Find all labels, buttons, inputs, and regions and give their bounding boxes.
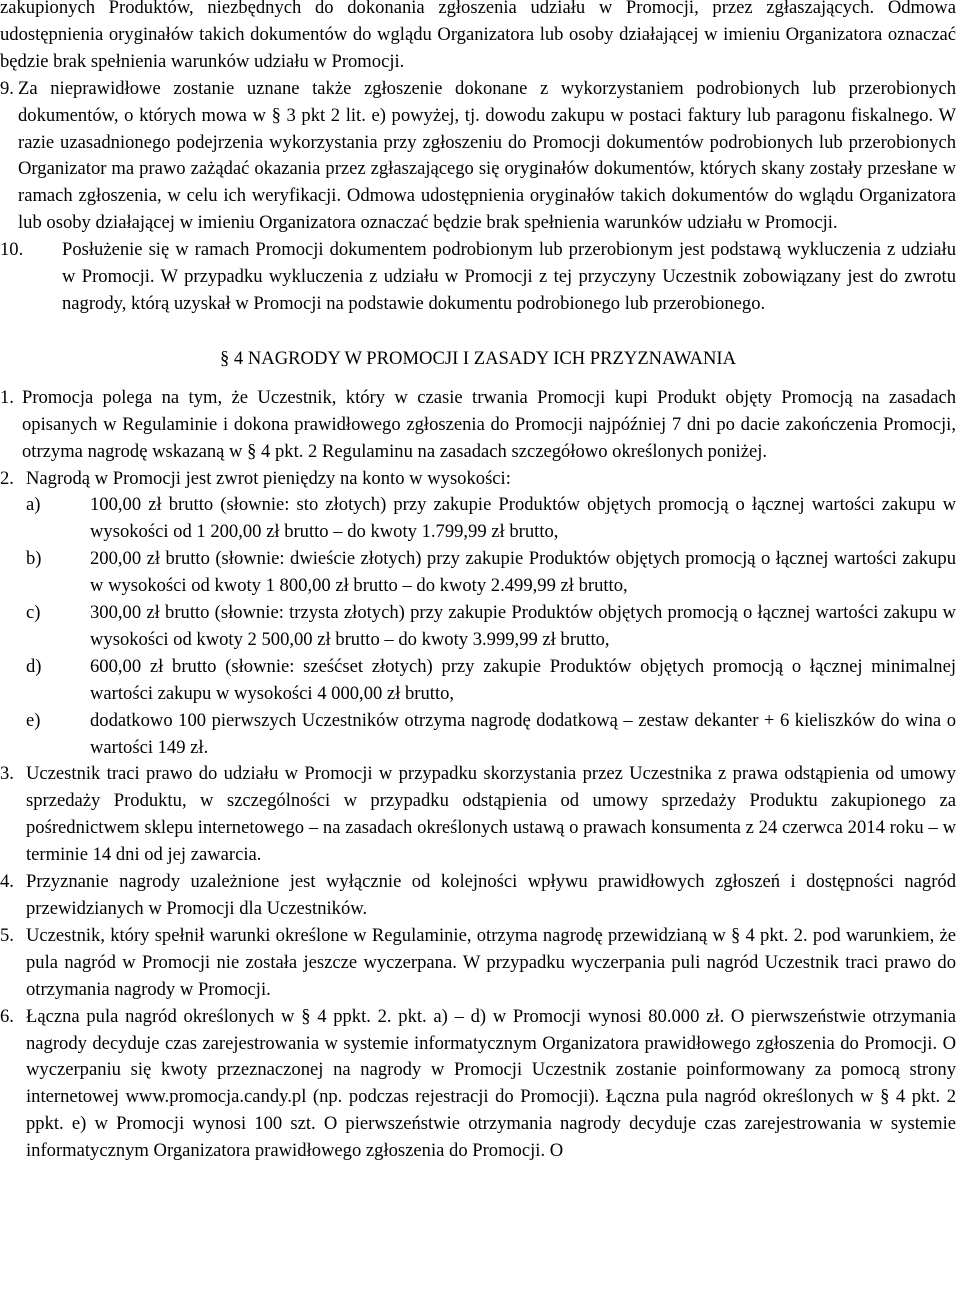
list-item <box>26 708 956 762</box>
list-item-text: 100,00 zł brutto (słownie: sto złotych) przy zakupie Produktów objętych promocją o łącznej wartości zakupu w wysokości od 1 200,00 zł brutto – do kwoty 1.799,99 zł brutto, <box>90 494 956 543</box>
list-item-text: dodatkowo 100 pierwszych Uczestników otrzyma nagrodę dodatkową – zestaw dekanter + 6 kieliszków do wina o wartości 149 zł. <box>90 709 956 758</box>
list-item-text: 200,00 zł brutto (słownie: dwieście złotych) przy zakupie Produktów objętych promocją o łącznej wartości zakupu w wysokości od kwoty 1 800,00 zł brutto – do kwoty 2.499,99 zł brutto, <box>90 548 956 597</box>
list-item-letter: d) <box>26 655 42 677</box>
list-item-letter: b) <box>26 548 42 570</box>
section-point-6 <box>0 1004 956 1165</box>
list-item <box>26 546 956 600</box>
point-number: 5. <box>0 924 14 946</box>
point-10 <box>0 237 956 318</box>
list-item <box>26 654 956 708</box>
paragraph-continuation: zakupionych Produktów, niezbędnych do dokonania zgłoszenia udziału w Promocji, przez zgłaszających. Odmowa udostępnienia oryginałów takich dokumentów do wglądu Organizatora lub osoby działającej w imieniu Organizatora oznaczać będzie brak spełnienia warunków udziału w Promocji. <box>0 0 956 72</box>
list-item-letter: a) <box>26 494 41 516</box>
point-number: 3. <box>0 763 14 785</box>
point-number: 1. <box>0 386 14 408</box>
list-item <box>26 600 956 654</box>
section-point-2 <box>0 466 956 493</box>
list-item-text: 600,00 zł brutto (słownie: sześćset złotych) przy zakupie Produktów objętych promocją o łącznej minimalnej wartości zakupu w wysokości 4 000,00 zł brutto, <box>90 655 956 704</box>
section-heading: § 4 NAGRODY W PROMOCJI I ZASADY ICH PRZYZNAWANIA <box>219 347 737 369</box>
point-number: 10. <box>0 239 24 261</box>
list-item-text: 300,00 zł brutto (słownie: trzysta złotych) przy zakupie Produktów objętych promocją o łącznej wartości zakupu w wysokości od kwoty 2 500,00 zł brutto – do kwoty 3.999,99 zł brutto, <box>90 602 956 650</box>
section-point-4 <box>0 869 956 923</box>
section-point-3 <box>0 761 956 869</box>
point-9 <box>0 76 956 237</box>
prize-list <box>0 492 956 761</box>
section-point-5 <box>0 923 956 1004</box>
point-text: Posłużenie się w ramach Promocji dokumentem podrobionym lub przerobionym jest podstawą wykluczenia z udziału w Promocji. W przypadku wykluczenia z udziału w Promocji z tej przyczyny Uczestnik zobowiązany jest do zwrotu nagrody, którą uzyskał w Promocji na podstawie dokumentu podrobionego lub przerobionego. <box>62 239 956 314</box>
point-number: 4. <box>0 871 14 893</box>
section-point-1 <box>0 385 956 466</box>
point-number: 6. <box>0 1005 14 1027</box>
point-text: Nagrodą w Promocji jest zwrot pieniędzy na konto w wysokości: <box>26 467 511 489</box>
point-text: Uczestnik traci prawo do udziału w Promocji w przypadku skorzystania przez Uczestnika z prawa odstąpienia od umowy sprzedaży Produktu, w szczególności w przypadku odstąpienia od umowy sprzedaży Produktu zakupionego za pośrednictwem sklepu internetowego – na zasadach określonych ustawą o prawach konsumenta z 24 czerwca 2014 roku – w terminie 14 dni od jej zawarcia. <box>26 763 956 866</box>
point-text: Przyznanie nagrody uzależnione jest wyłącznie od kolejności wpływu prawidłowych zgłoszeń i dostępności nagród przewidzianych w Promocji dla Uczestników. <box>26 871 956 919</box>
point-text: Uczestnik, który spełnił warunki określone w Regulaminie, otrzyma nagrodę przewidzianą w § 4 pkt. 2. pod warunkiem, że pula nagród w Promocji nie została jeszcze wyczerpana. W przypadku wyczerpania puli nagród Uczestnik traci prawo do otrzymania nagrody w Promocji. <box>26 924 956 1000</box>
point-text: Promocja polega na tym, że Uczestnik, który w czasie trwania Promocji kupi Produkt objęty Promocją na zasadach opisanych w Regulaminie i dokona prawidłowego zgłoszenia do Promocji najpóźniej 7 dni po dacie zakończenia Promocji, otrzyma nagrodę wskazaną w § 4 pkt. 2 Regulaminu na zasadach szczegółowo określonych poniżej. <box>22 386 956 462</box>
point-text: Łączna pula nagród określonych w § 4 ppkt. 2. pkt. a) – d) w Promocji wynosi 80.000 zł. O pierwszeństwie otrzymania nagrody decyduje czas zarejestrowania w systemie informatycznym Organizatora prawidłowego zgłoszenia do Promocji. O wyczerpaniu się kwoty przeznaczonej na nagrody w Promocji Uczestnik zostanie poinformowany za pomocą strony internetowej www.promocja.candy.pl (np. podczas rejestracji do Promocji). Łączna pula nagród określonych w § 4 pkt. 2 ppkt. e) w Promocji wynosi 100 szt. O pierwszeństwie otrzymania nagrody decyduje czas zarejestrowania w systemie informatycznym Organizatora prawidłowego zgłoszenia do Promocji. O <box>26 1005 956 1162</box>
point-text: Za nieprawidłowe zostanie uznane także zgłoszenie dokonane z wykorzystaniem podrobionych lub przerobionych dokumentów, o których mowa w § 3 pkt 2 lit. e) powyżej, tj. dowodu zakupu w postaci faktury lub paragonu fiskalnego. W razie uzasadnionego podejrzenia wykorzystania przy zgłoszeniu do Promocji dokumentów podrobionych lub przerobionych Organizator ma prawo zażądać okazania przez zgłaszającego się oryginałów dokumentów, których skany zostały przesłane w ramach zgłoszenia, w celu ich weryfikacji. Odmowa udostępnienia oryginałów takich dokumentów do wglądu Organizatora lub osoby działającej w imieniu Organizatora oznaczać będzie brak spełnienia warunków udziału w Promocji. <box>18 77 956 234</box>
point-number: 2. <box>0 467 14 489</box>
list-item-letter: c) <box>26 602 41 624</box>
point-number: 9. <box>0 77 14 99</box>
list-item <box>26 492 956 546</box>
list-item-letter: e) <box>26 709 41 731</box>
